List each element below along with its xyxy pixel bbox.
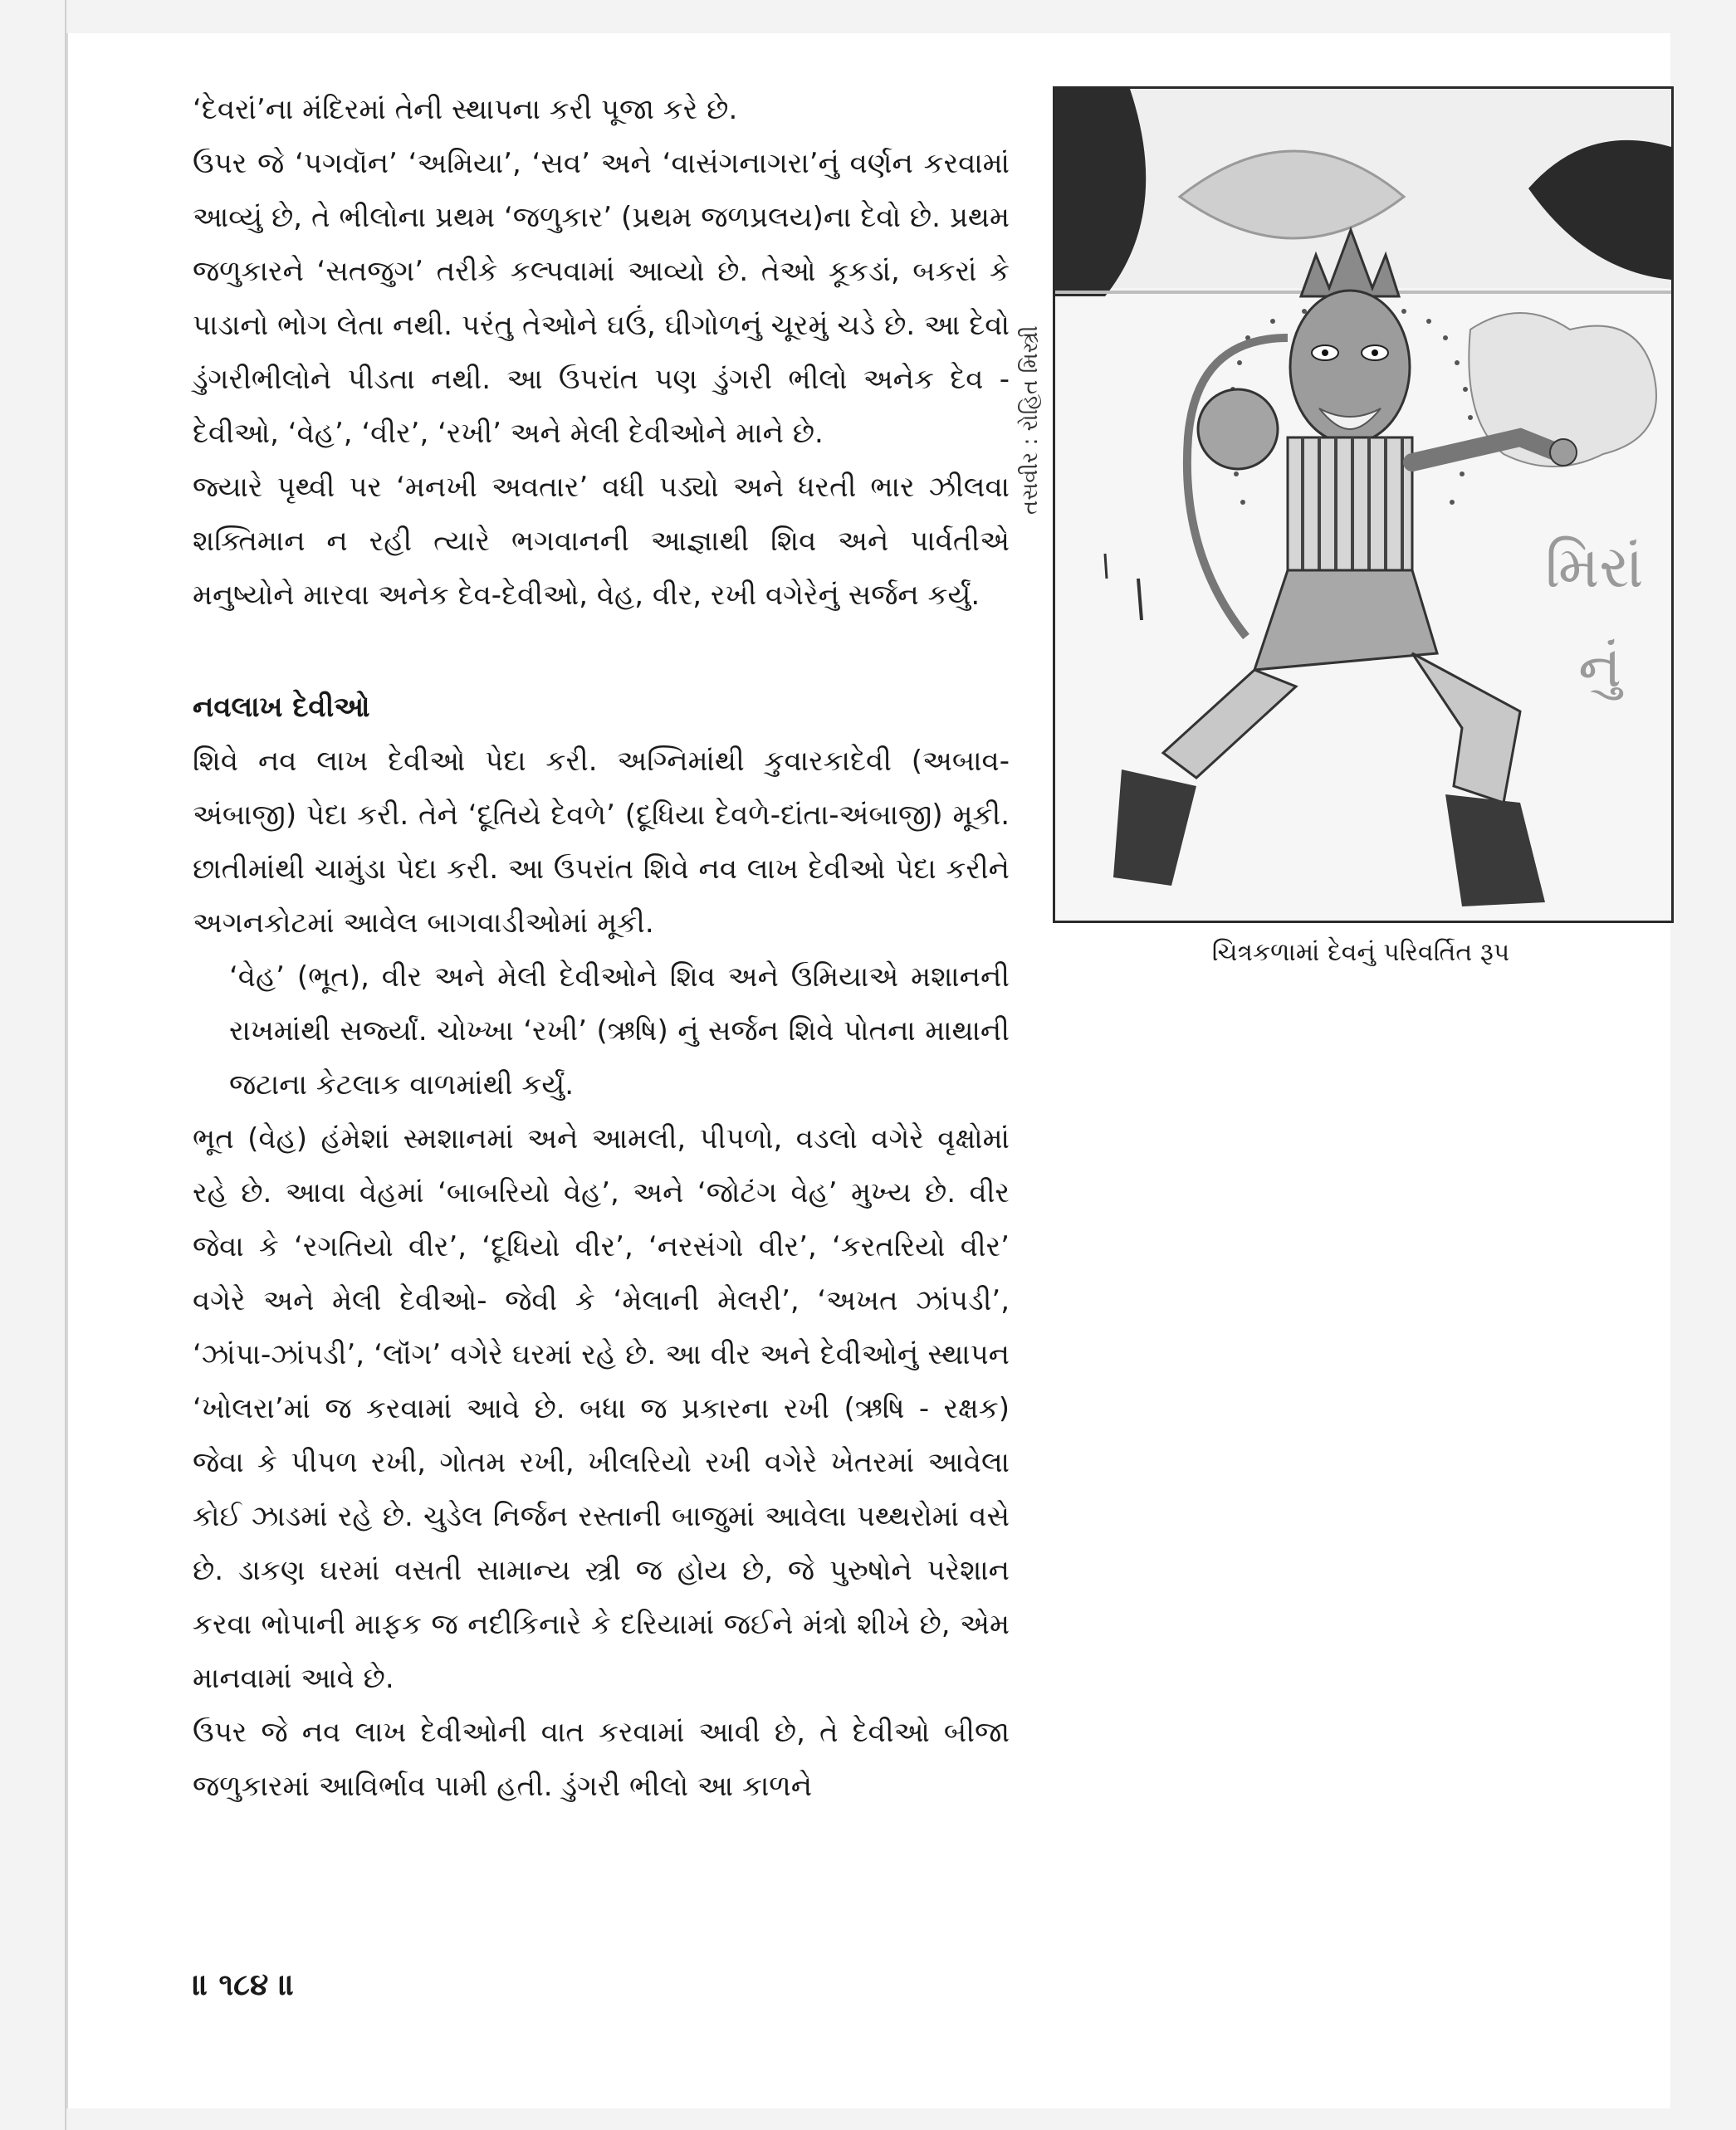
paragraph: ઉપર જે ‘પગવૉન’ ‘અમિયા’, ‘સવ’ અને ‘વાસંગનાગરા’નું વર્ણન કરવામાં આવ્યું છે, તે ભીલોના પ્રથમ ‘જળુકાર’ (પ્રથમ જળપ્રલય)ના દેવો છે. પ્રથમ જળુકારને ‘સતજુગ’ તરીકે કલ્પવામાં આવ્યો છે. તેઓ કૂકડાં, બકરાં કે પાડાનો ભોગ લેતા નથી. પરંતુ તેઓને ઘઉં, ઘીગોળનું ચૂરમું ચડે છે. આ દેવો ડુંગરીભીલોને પીડતા નથી. આ ઉપરાંત પણ ડુંગરી ભીલો અનેક દેવ - દેવીઓ, ‘વેહ’, ‘વીર’, ‘રખી’ અને મેલી દેવીઓને માને છે.	[193, 147, 1010, 450]
page-number: ॥ ૧૮૪ ॥	[193, 1968, 295, 2002]
folk-painting-figure	[1053, 86, 1674, 923]
paragraph: ‘વેહ’ (ભૂત), વીર અને મેલી દેવીઓને શિવ અને ઉમિયાએ મશાનની રાખમાંથી સર્જ્યાં. ચોખ્ખા ‘રખી’ (ઋષિ) નું સર્જન શિવે પોતના માથાની જટાના કેટલાક વાળમાંથી કર્યું.	[229, 960, 1010, 1102]
figure-caption: ચિત્રકળામાં દેવનું પરિવર્તિત રૂપ	[1211, 938, 1510, 967]
section-heading: નવલાખ દેવીઓ	[193, 691, 370, 724]
paragraph: શિવે નવ લાખ દેવીઓ પેદા કરી. અગ્નિમાંથી કુવારકાદેવી (અબાવ-અંબાજી) પેદા કરી. તેને ‘દૂતિયે દેવળે’ (દૂધિયા દેવળે-દાંતા-અંબાજી) મૂકી. છાતીમાંથી ચામુંડા પેદા કરી. આ ઉપરાંત શિવે નવ લાખ દેવીઓ પેદા કરીને અગનકોટમાં આવેલ બાગવાડીઓમાં મૂકી.	[193, 745, 1010, 940]
paragraph: ભૂત (વેહ) હંમેશાં સ્મશાનમાં અને આમલી, પીપળો, વડલો વગેરે વૃક્ષોમાં રહે છે. આવા વેહમાં ‘બાબરિયો વેહ’, અને ‘જોટંગ વેહ’ મુખ્ય છે. વીર જેવા કે ‘રગતિયો વીર’, ‘દૂધિયો વીર’, ‘નરસંગો વીર’, ‘કરતરિયો વીર’ વગેરે અને મેલી દેવીઓ- જેવી કે ‘મેલાની મેલરી’, ‘અખત ઝાંપડી’, ‘ઝાંપા-ઝાંપડી’, ‘લૉંગ’ વગેરે ઘરમાં રહે છે. આ વીર અને દેવીઓનું સ્થાપન ‘ખોલરા’માં જ કરવામાં આવે છે. બધા જ પ્રકારના રખી (ઋષિ - રક્ષક) જેવા કે પીપળ રખી, ગોતમ રખી, ખીલરિયો રખી વગેરે ખેતરમાં આવેલા કોઈ ઝાડમાં રહે છે. ચુડેલ નિર્જન રસ્તાની બાજુમાં આવેલા પથ્થરોમાં વસે છે. ડાકણ ઘરમાં વસતી સામાન્ય સ્ત્રી જ હોય છે, જે પુરુષોને પરેશાન કરવા ભોપાની માફક જ નદીકિનારે કે દરિયામાં જઈને મંત્રો શીખે છે, એમ માનવામાં આવે છે.	[193, 1122, 1010, 1695]
paragraph: ‘દેવરાં’ના મંદિરમાં તેની સ્થાપના કરી પૂજા કરે છે.	[193, 93, 738, 126]
folk-deity-illustration	[1055, 89, 1671, 921]
paragraph: જ્યારે પૃથ્વી પર ‘મનખી અવતાર’ વધી પડ્યો અને ધરતી ભાર ઝીલવા શક્તિમાન ન રહી ત્યારે ભગવાનની આજ્ઞાથી શિવ અને પાર્વતીએ મનુષ્યોને મારવા અનેક દેવ-દેવીઓ, વેહ, વીર, રખી વગેરેનું સર્જન કર્યું.	[193, 471, 1010, 612]
painted-script-line: નું	[1578, 633, 1622, 701]
photo-credit: તસવીર : રોહિત મિસ્ત્રી	[1018, 325, 1043, 515]
body-text-column	[193, 83, 1010, 1814]
painted-script-line: મિરાં	[1545, 533, 1644, 601]
section-spacer	[193, 623, 1010, 681]
paragraph: ઉપર જે નવ લાખ દેવીઓની વાત કરવામાં આવી છે, તે દેવીઓ બીજા જળુકારમાં આવિર્ભાવ પામી હતી. ડુંગરી ભીલો આ કાળને	[193, 1716, 1010, 1803]
